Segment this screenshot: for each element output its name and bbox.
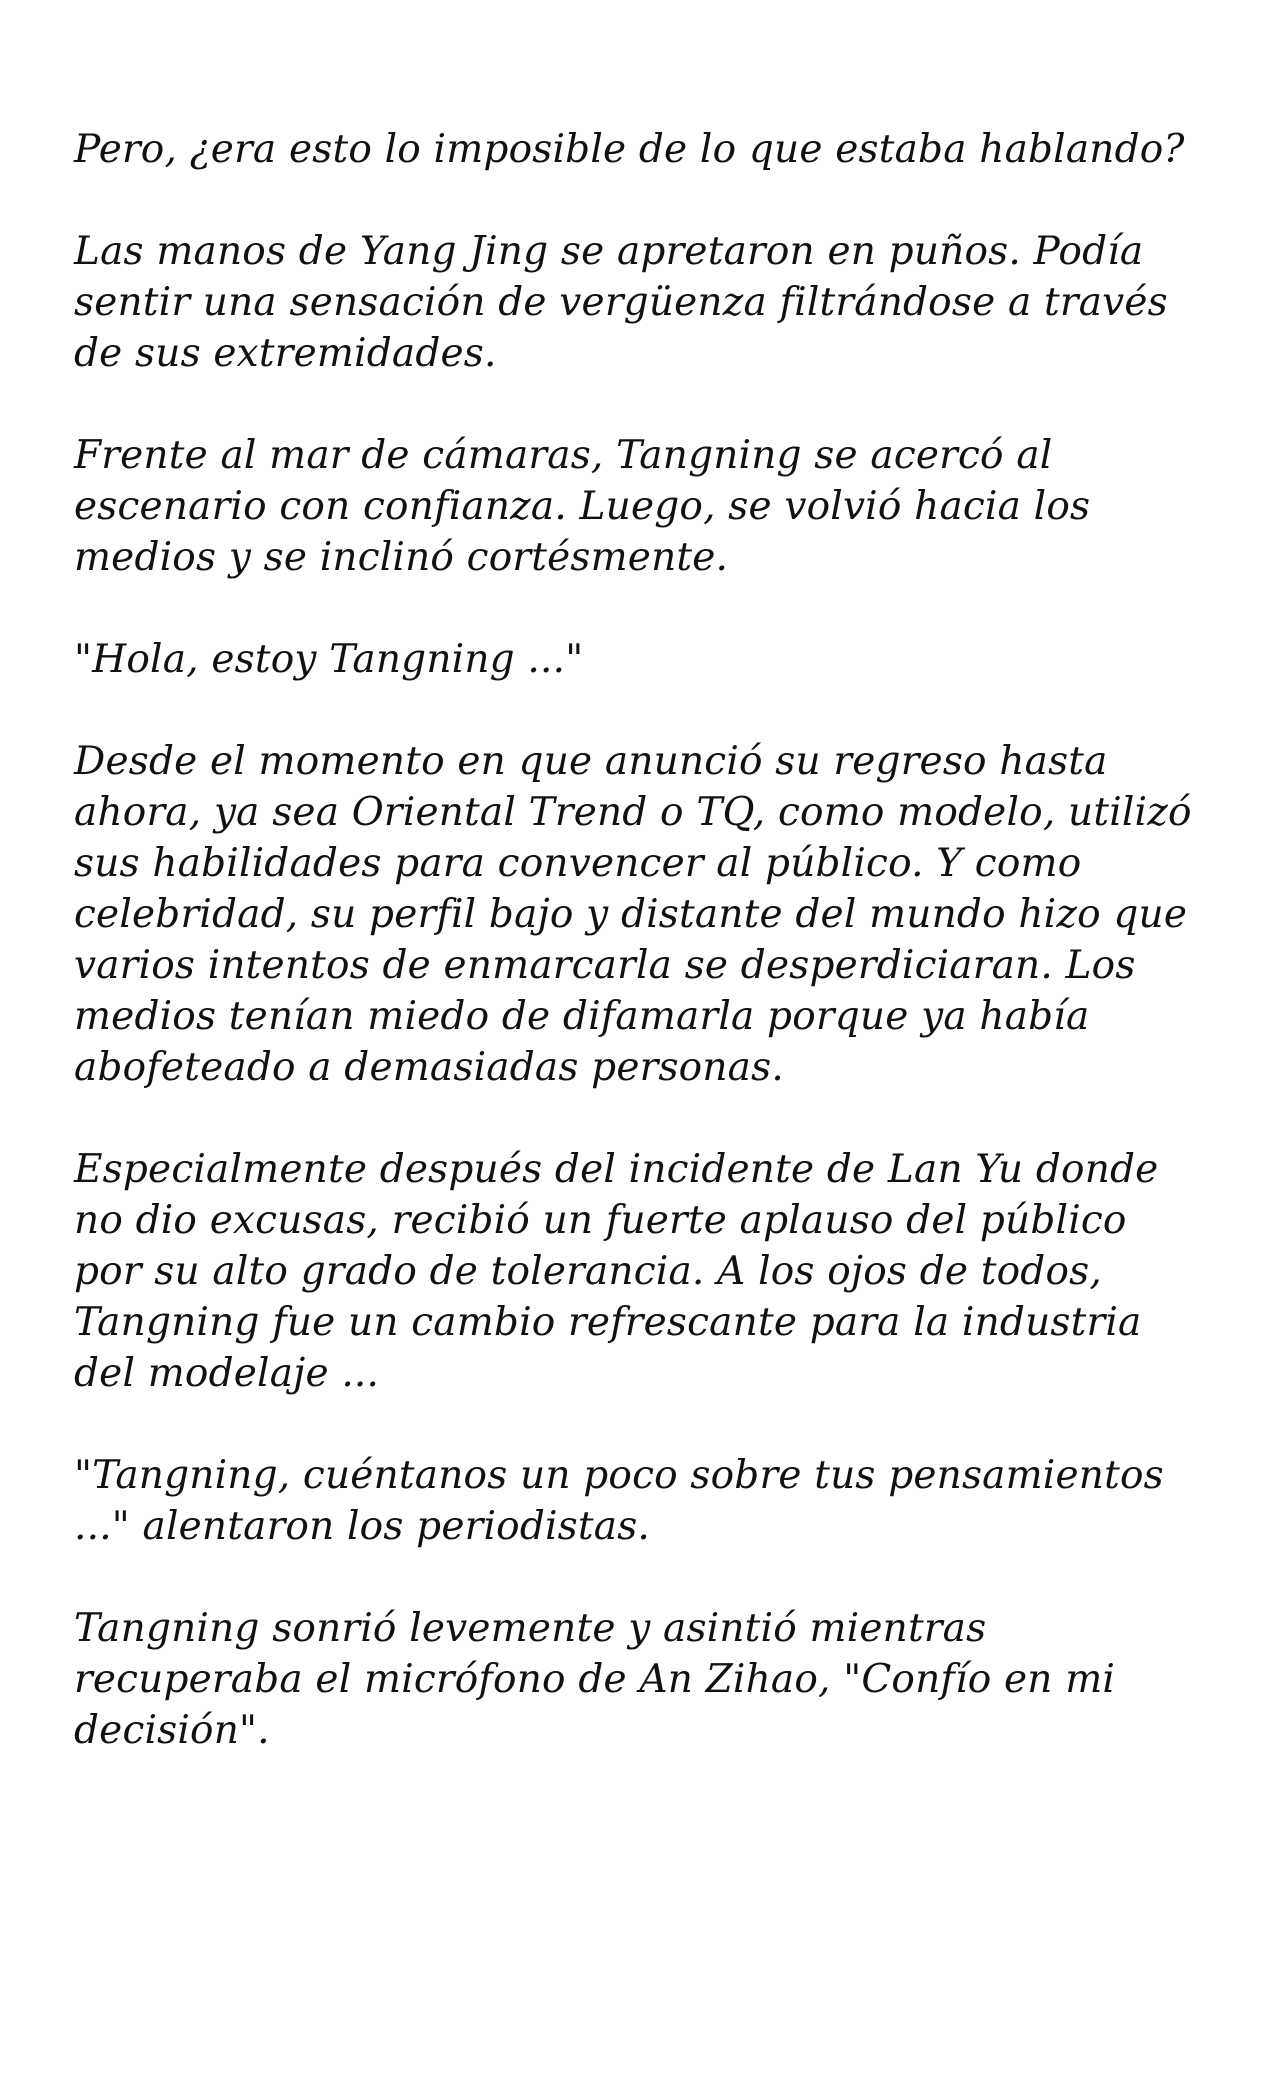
paragraph-5: Desde el momento en que anunció su regreso hasta ahora, ya sea Oriental Trend o TQ, como modelo, utilizó sus habilidades para convencer al público. Y como celebridad, su perfil bajo y distante del mundo hizo que varios intentos de enmarcarla se desperdiciaran. Los medios tenían miedo de difamarla porque ya había abofeteado a demasiadas personas. — [74, 739, 1192, 1090]
paragraph-2: Las manos de Yang Jing se apretaron en puños. Podía sentir una sensación de vergüenza filtrándose a través de sus extremidades. — [74, 229, 1168, 376]
paragraph-7: "Tangning, cuéntanos un poco sobre tus pensamientos ..." alentaron los periodistas. — [74, 1453, 1164, 1549]
paragraph-4: "Hola, estoy Tangning ..." — [74, 637, 584, 682]
paragraph-6: Especialmente después del incidente de Lan Yu donde no dio excusas, recibió un fuerte aplauso del público por su alto grado de tolerancia. A los ojos de todos, Tangning fue un cambio refrescante para la industria del modelaje ... — [74, 1147, 1159, 1396]
paragraph-1: Pero, ¿era esto lo imposible de lo que estaba hablando? — [74, 127, 1185, 172]
paragraph-8: Tangning sonrió levemente y asintió mientras recuperaba el micrófono de An Zihao, "Confío en mi decisión". — [74, 1606, 1116, 1753]
story-text — [74, 124, 1204, 1756]
paragraph-3: Frente al mar de cámaras, Tangning se acercó al escenario con confianza. Luego, se volvió hacia los medios y se inclinó cortésmente. — [74, 433, 1091, 580]
